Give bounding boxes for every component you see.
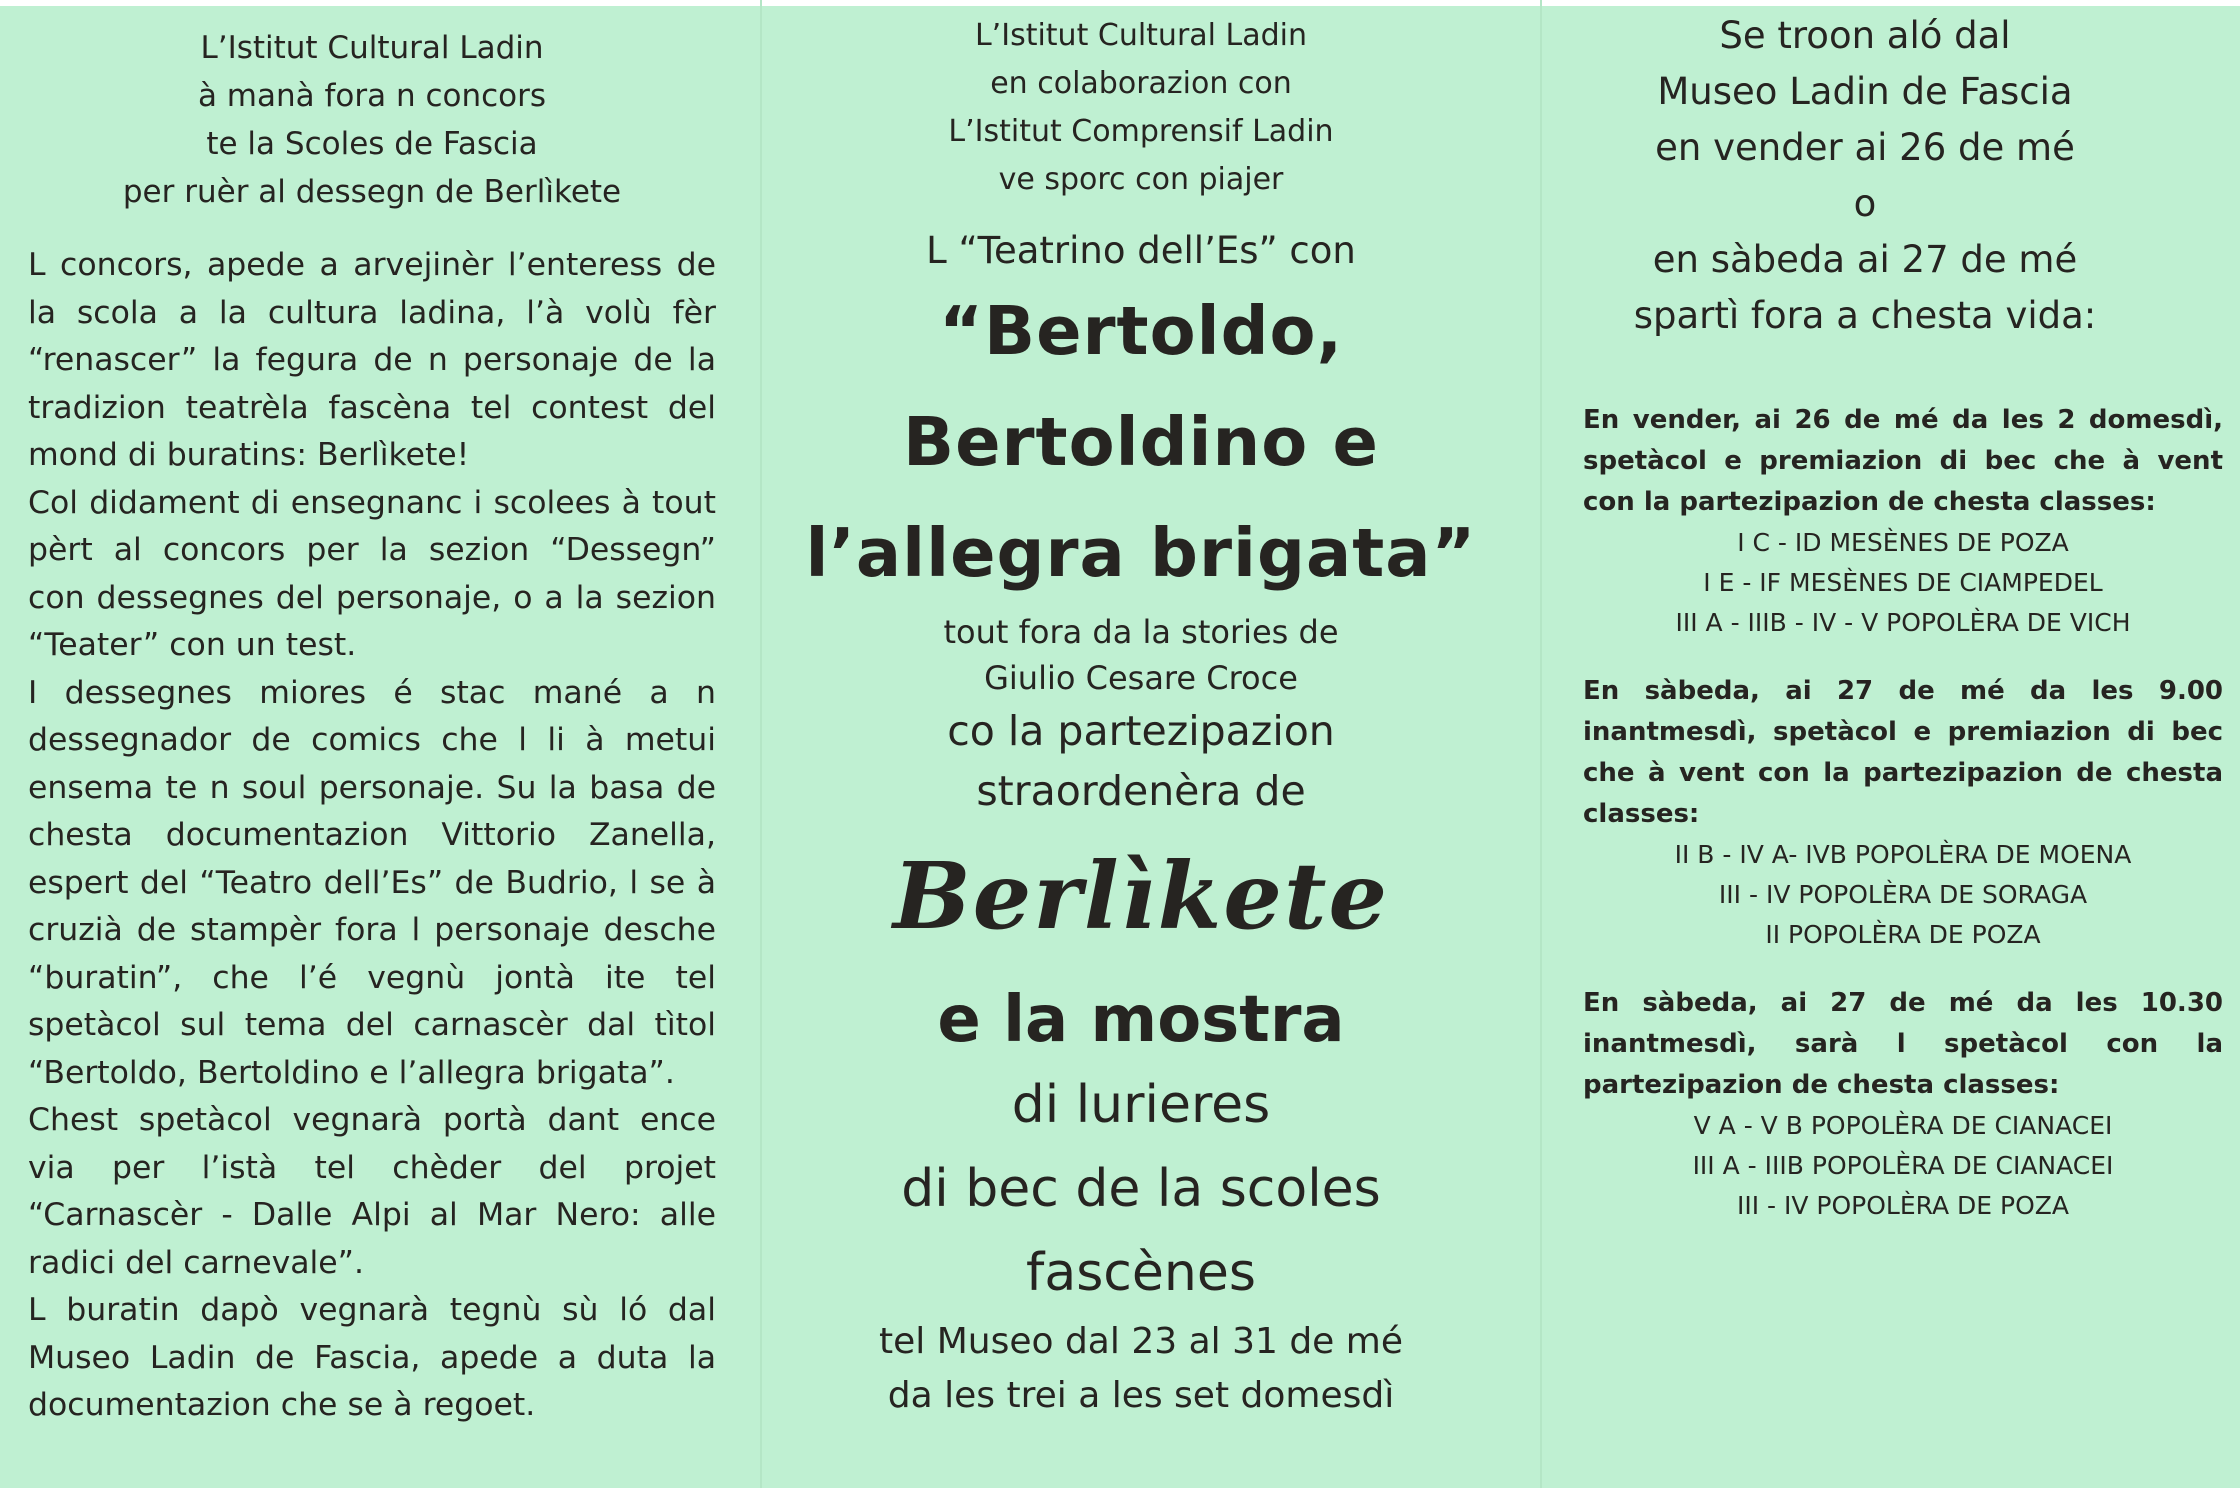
participation-note xyxy=(772,701,1510,821)
exhibition-detail-line: di bec de la scoles xyxy=(901,1159,1381,1219)
class-row: II POPOLÈRA DE POZA xyxy=(1765,920,2041,949)
fold-line-right xyxy=(1540,0,1542,1488)
session-intro: En sàbeda, ai 27 de mé da les 9.00 inantmesdì, spetàcol e premiazion di bec che à vent con la partezipazion de chesta classes: xyxy=(1583,676,2223,829)
paragraph: L buratin dapò vegnarà tegnù sù ló dal Museo Ladin de Fascia, apede a duta la documentazion che se à regoet. xyxy=(28,1292,716,1423)
organizer-line: L’Istitut Cultural Ladin xyxy=(974,18,1308,53)
schedule-heading-line: spartì fora a chesta vida: xyxy=(1633,294,2097,337)
organizer-line: en colaborazion con xyxy=(990,66,1292,101)
contest-heading-line: per ruèr al dessegn de Berlìkete xyxy=(122,174,622,210)
show-title xyxy=(772,276,1510,609)
date-line: tel Museo dal 23 al 31 de mé xyxy=(879,1321,1403,1362)
participation-line: co la partezipazion xyxy=(947,707,1335,755)
schedule-heading-line: en sàbeda ai 27 de mé xyxy=(1652,238,2078,281)
schedule-heading-line: Museo Ladin de Fascia xyxy=(1657,70,2073,113)
contest-description xyxy=(28,242,716,1430)
left-panel xyxy=(0,0,742,1488)
spacer xyxy=(1583,643,2223,671)
class-row: III - IV POPOLÈRA DE SORAGA xyxy=(1718,880,2088,909)
session-saturday-late xyxy=(1583,983,2223,1226)
contest-heading-line: te la Scoles de Fascia xyxy=(206,126,538,162)
show-title-line: Bertoldino e xyxy=(903,403,1379,481)
class-row: III - IV POPOLÈRA DE POZA xyxy=(1736,1191,2070,1220)
schedule-heading-line: Se troon aló dal xyxy=(1719,14,2011,57)
fold-line-left xyxy=(760,0,762,1488)
source-line: Giulio Cesare Croce xyxy=(984,659,1298,697)
paragraph: Col didament di ensegnanc i scolees à tout pèrt al concors per la sezion “Dessegn” con dessegnes del personaje, o a la sezion “Teater” con un test. xyxy=(28,484,716,663)
class-row: I C - ID MESÈNES DE POZA xyxy=(1737,528,2069,557)
paragraph: I dessegnes miores é stac mané a n dessegnador de comics che l li à metui ensema te n soul personaje. Su la basa de chesta documentazion Vittorio Zanella, espert del “Teatro dell’Es” de Budrio, l se à cruzià de stampèr fora l personaje desche “buratin”, che l’é vegnù jontà ite tel spetàcol sul tema del carnascèr dal tìtol “Bertoldo, Bertoldino e l’allegra brigata”. xyxy=(28,674,716,1091)
schedule-heading-line: en vender ai 26 de mé xyxy=(1655,126,2075,169)
participation-line: straordenèra de xyxy=(976,767,1306,815)
class-row: V A - V B POPOLÈRA DE CIANACEI xyxy=(1693,1111,2113,1140)
class-row: I E - IF MESÈNES DE CIAMPEDEL xyxy=(1703,568,2103,597)
exhibition-detail-line: fascènes xyxy=(1026,1243,1256,1303)
schedule-heading-line: o xyxy=(1853,182,1877,225)
source-credit xyxy=(772,609,1510,701)
schedule-heading xyxy=(1560,8,2170,344)
session-intro: En sàbeda, ai 27 de mé da les 10.30 inantmesdì, sarà l spetàcol con la partezipazion de chesta classes: xyxy=(1583,988,2223,1100)
show-title-line: “Bertoldo, xyxy=(938,292,1344,370)
exhibition-dates xyxy=(772,1315,1510,1423)
show-title-line: l’allegra brigata” xyxy=(805,514,1477,592)
source-line: tout fora da la stories de xyxy=(943,613,1339,651)
guest-name: Berlìkete xyxy=(893,842,1389,950)
class-row: III A - IIIB POPOLÈRA DE CIANACEI xyxy=(1692,1151,2114,1180)
exhibition-detail xyxy=(772,1063,1510,1315)
organizer-line: L’Istitut Comprensif Ladin xyxy=(948,114,1334,149)
class-row: II B - IV A- IVB POPOLÈRA DE MOENA xyxy=(1674,840,2132,869)
organizers xyxy=(772,12,1510,204)
session-saturday-morning xyxy=(1583,671,2223,955)
exhibition-title: e la mostra xyxy=(937,983,1345,1057)
center-panel xyxy=(772,0,1510,1488)
contest-heading-line: L’Istitut Cultural Ladin xyxy=(200,30,544,66)
date-line: da les trei a les set domesdì xyxy=(887,1375,1395,1416)
schedule-sessions xyxy=(1560,400,2223,1226)
contest-heading-line: à manà fora n concors xyxy=(197,78,547,114)
paragraph: L concors, apede a arvejinèr l’enteress de la scola a la cultura ladina, l’à volù fèr “renascer” la fegura de n personaje de la tradizion teatrèla fascèna tel contest del mond di buratins: Berlìkete! xyxy=(28,247,716,473)
right-panel xyxy=(1560,0,2240,1488)
organizer-line: ve sporc con piajer xyxy=(998,162,1284,197)
session-intro: En vender, ai 26 de mé da les 2 domesdì, spetàcol e premiazion di bec che à vent con la partezipazion de chesta classes: xyxy=(1583,405,2223,517)
exhibition-detail-line: di lurieres xyxy=(1011,1075,1271,1135)
session-friday xyxy=(1583,400,2223,643)
presents-line: L “Teatrino dell’Es” con xyxy=(926,229,1356,272)
paragraph: Chest spetàcol vegnarà portà dant ence via per l’istà tel chèder del projet “Carnascèr - Dalle Alpi al Mar Nero: alle radici del carnevale”. xyxy=(28,1102,716,1281)
contest-heading xyxy=(28,24,716,216)
spacer xyxy=(1583,955,2223,983)
class-row: III A - IIIB - IV - V POPOLÈRA DE VICH xyxy=(1675,608,2131,637)
